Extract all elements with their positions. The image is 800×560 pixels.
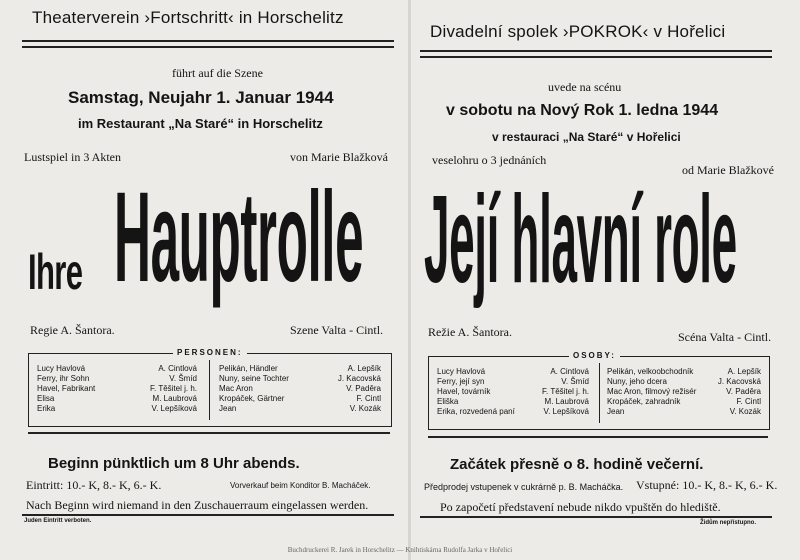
czech-poster bbox=[420, 0, 780, 545]
late-notice: Po započetí představení nebude nikdo vpuštěn do hlediště. bbox=[440, 500, 721, 514]
cast-divider bbox=[209, 360, 210, 420]
organization-title: Theaterverein ›Fortschritt‹ in Horschelitz bbox=[32, 8, 344, 27]
presale: Předprodej vstupenek v cukrárně p. B. Macháčka. bbox=[424, 482, 624, 492]
direction: Regie A. Šantora. bbox=[30, 323, 115, 337]
genre: Lustspiel in 3 Akten bbox=[24, 150, 121, 164]
restriction-notice: Juden Eintritt verboten. bbox=[24, 518, 92, 524]
top-rule bbox=[420, 50, 772, 52]
cast-bottom-rule bbox=[428, 436, 768, 438]
center-fold bbox=[408, 0, 411, 560]
title-word-1: Ihre bbox=[28, 244, 83, 300]
title: Její hlavní role bbox=[424, 171, 737, 309]
cast-heading: PERSONEN: bbox=[173, 348, 247, 357]
admission: Vstupné: 10.- K, 8.- K, 6.- K. bbox=[636, 478, 778, 492]
author: von Marie Blažková bbox=[290, 150, 388, 164]
admission: Eintritt: 10.- K, 8.- K, 6.- K. bbox=[26, 478, 162, 492]
bottom-rule bbox=[420, 516, 772, 518]
cast-box: OSOBY: Lucy Havlová A. Cintlová Ferry, její syn V. Šmíd Havel, továrník F. Těšitel j. h. Eliška M. Laubrová Erika, rozvedená paní V. Lepšíková Pelikán, velkoobchodník A. Lepšík Nuny, jeho dcera J. Kacovská Mac Aron, filmový režisér V. Paděra Kropáček, zahradník F. Cintl Jean V. Kozák bbox=[428, 356, 770, 430]
printer-imprint: Buchdruckerei R. Jarek in Horschelitz — Knihtiskárna Rudolfa Jarka v Hořelici bbox=[287, 546, 513, 554]
venue: im Restaurant „Na Staré“ in Horschelitz bbox=[78, 116, 323, 131]
performance-date: Samstag, Neujahr 1. Januar 1944 bbox=[68, 88, 334, 107]
title-word-2: Hauptrolle bbox=[114, 166, 364, 309]
venue: v restauraci „Na Staré“ v Hořelici bbox=[492, 130, 681, 144]
bottom-rule bbox=[22, 514, 394, 516]
start-time: Začátek přesně o 8. hodině večerní. bbox=[450, 456, 704, 473]
restriction-notice: Židům nepřístupno. bbox=[700, 520, 756, 526]
cast-bottom-rule bbox=[28, 432, 390, 434]
late-notice: Nach Beginn wird niemand in den Zuschauerraum eingelassen werden. bbox=[26, 498, 369, 512]
author: od Marie Blažkové bbox=[682, 163, 774, 177]
top-rule bbox=[22, 40, 394, 42]
presents-text: uvede na scénu bbox=[548, 80, 622, 94]
start-time: Beginn pünktlich um 8 Uhr abends. bbox=[48, 455, 300, 472]
direction: Režie A. Šantora. bbox=[428, 325, 512, 339]
top-rule-2 bbox=[22, 46, 394, 48]
genre: veselohru o 3 jednáních bbox=[432, 153, 547, 167]
german-poster bbox=[22, 0, 400, 545]
performance-date: v sobotu na Nový Rok 1. ledna 1944 bbox=[446, 102, 719, 119]
scenery: Scéna Valta - Cintl. bbox=[678, 330, 772, 344]
cast-box: PERSONEN: Lucy Havlová A. Cintlová Ferry, ihr Sohn V. Šmíd Havel, Fabrikant F. Těšitel j. h. Elisa M. Laubrová Erika V. Lepšíková Pelikán, Händler A. Lepšík Nuny, seine Tochter J. Kacovská Mac Aron V. Paděra Kropáček, Gärtner F. Cintl Jean V. Kozák bbox=[28, 353, 392, 427]
scenery: Szene Valta - Cintl. bbox=[290, 323, 384, 337]
top-rule-2 bbox=[420, 56, 772, 58]
cast-heading: OSOBY: bbox=[569, 351, 620, 360]
presale: Vorverkauf beim Konditor B. Macháček. bbox=[230, 481, 371, 490]
presents-text: führt auf die Szene bbox=[172, 66, 263, 80]
cast-divider bbox=[599, 363, 600, 423]
organization-title: Divadelní spolek ›POKROK‹ v Hořelici bbox=[430, 22, 726, 41]
